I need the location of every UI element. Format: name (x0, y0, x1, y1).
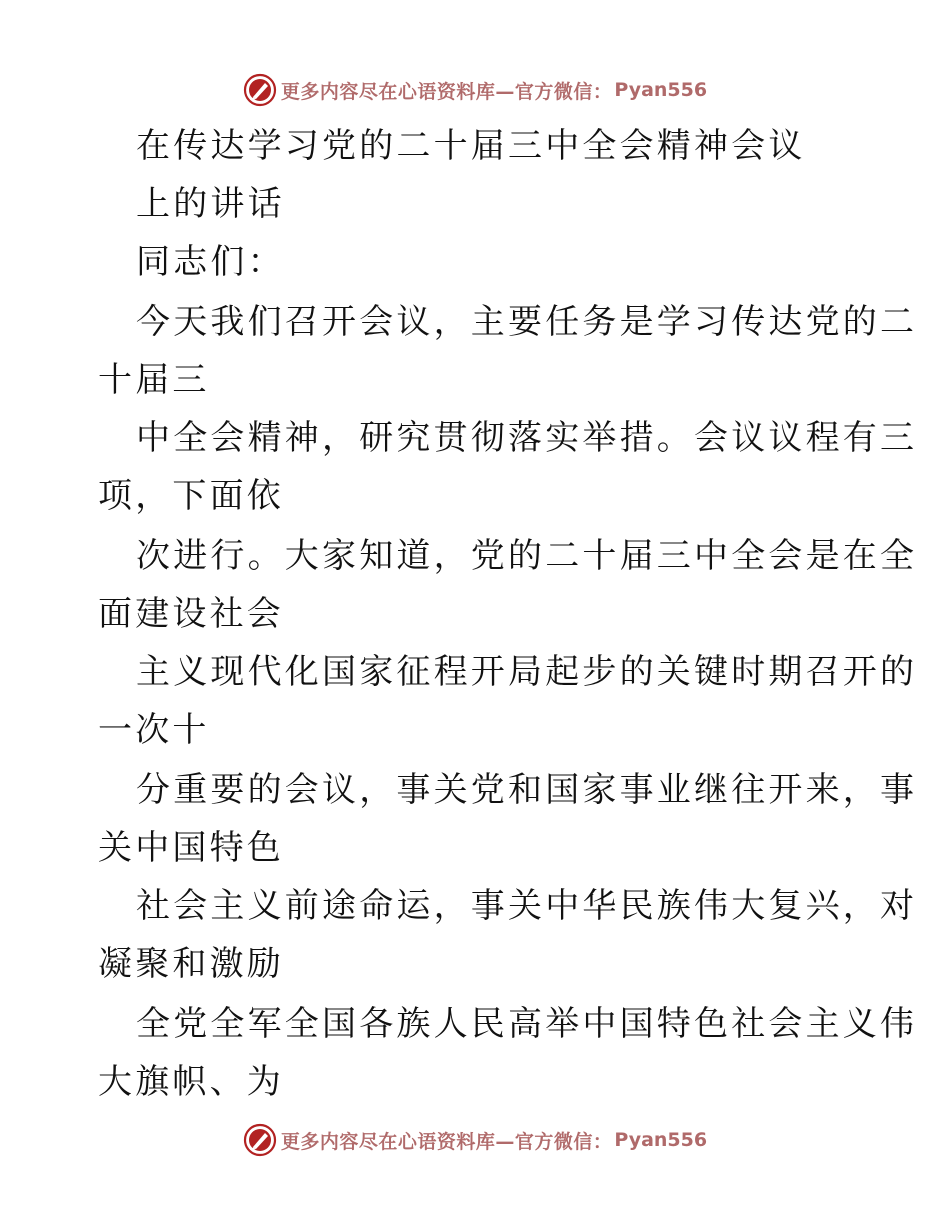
paragraph-line: 今天我们召开会议，主要任务是学习传达党的二 (136, 302, 918, 342)
header-banner (0, 70, 950, 110)
paragraph-line: 面建设社会 (98, 594, 284, 634)
pen-seal-logo-icon (243, 1123, 277, 1157)
banner-text: 更多内容尽在心语资料库—官方微信： (280, 80, 613, 103)
banner-text: 更多内容尽在心语资料库—官方微信： (280, 1130, 613, 1153)
paragraph-line: 大旗帜、为 (98, 1062, 284, 1102)
pen-seal-logo-icon (243, 73, 277, 107)
paragraph-line: 十届三 (98, 360, 210, 400)
document-title-line-1: 在传达学习党的二十届三中全会精神会议 (136, 126, 806, 166)
paragraph-line: 全党全军全国各族人民高举中国特色社会主义伟 (136, 1004, 918, 1044)
paragraph-line: 主义现代化国家征程开局起步的关键时期召开的 (136, 652, 918, 692)
footer-banner (0, 1120, 950, 1160)
document-title-line-2: 上的讲话 (136, 184, 285, 224)
wechat-id: Pyan556 (614, 79, 708, 101)
paragraph-line: 中全会精神，研究贯彻落实举措。会议议程有三 (136, 418, 918, 458)
paragraph-line: 一次十 (98, 710, 210, 750)
wechat-id: Pyan556 (614, 1129, 708, 1151)
paragraph-line: 关中国特色 (98, 828, 284, 868)
paragraph-line: 分重要的会议，事关党和国家事业继往开来，事 (136, 770, 918, 810)
salutation: 同志们： (136, 242, 285, 282)
paragraph-line: 凝聚和激励 (98, 944, 284, 984)
paragraph-line: 社会主义前途命运，事关中华民族伟大复兴，对 (136, 886, 918, 926)
paragraph-line: 次进行。大家知道，党的二十届三中全会是在全 (136, 536, 918, 576)
paragraph-line: 项，下面依 (98, 476, 284, 516)
